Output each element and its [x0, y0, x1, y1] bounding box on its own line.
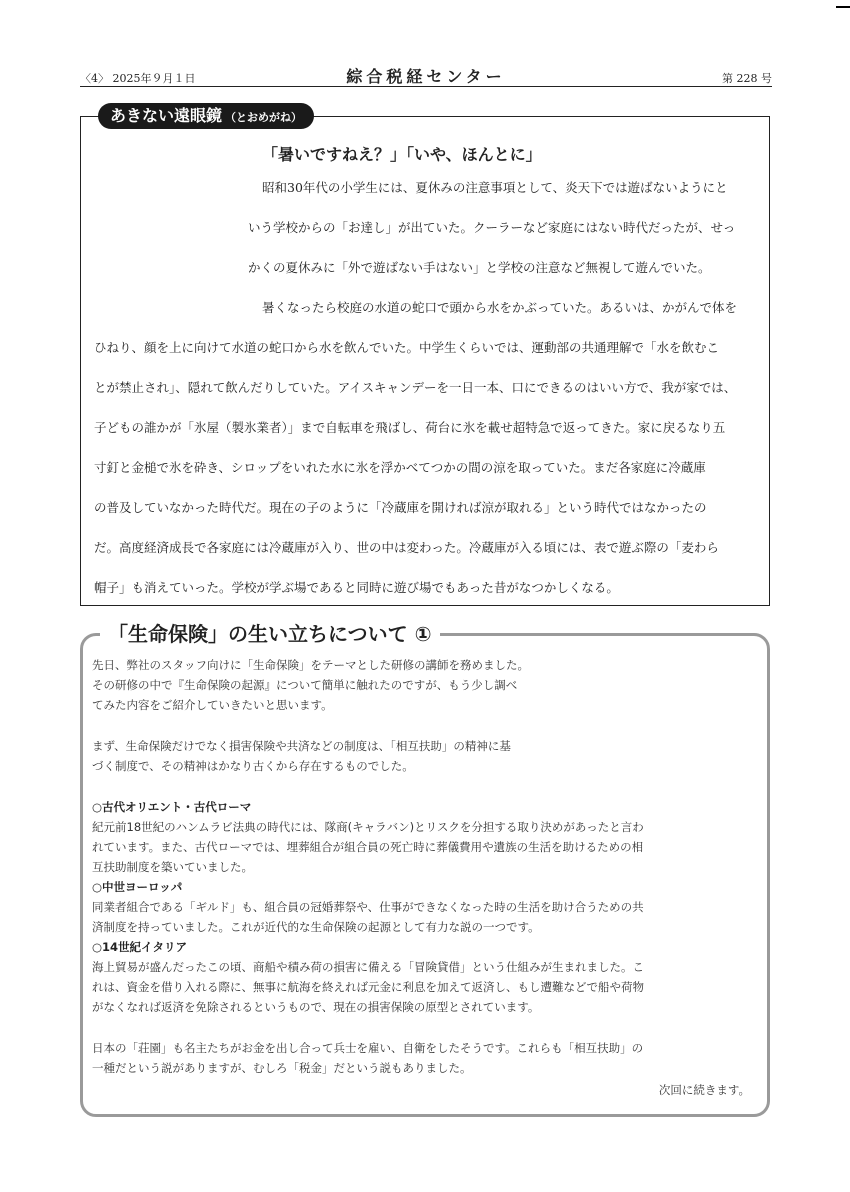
column-heading: 「暑いですねえ？」「いや、ほんとに」 — [262, 145, 542, 164]
article-line: まず、生命保険だけでなく損害保険や共済などの制度は、「相互扶助」の精神に基 — [92, 739, 511, 753]
section-heading-medieval: ○中世ヨーロッパ — [92, 880, 183, 894]
column-line: 寸釘と金槌で氷を砕き、シロップをいれた水に氷を浮かべてつかの間の涼を取っていた。まだ各家庭に冷蔵庫 — [94, 460, 706, 475]
column-line: 子どもの誰かが「氷屋（製氷業者）」まで自転車を飛ばし、荷台に氷を載せ超特急で返ってきた。家に戻るなり五 — [94, 420, 726, 435]
article-line: 海上貿易が盛んだったこの頃、商船や積み荷の損害に備える「冒険貸借」という仕組みが生まれました。こ — [92, 960, 644, 974]
section-heading-ancient: ○古代オリエント・古代ローマ — [92, 800, 252, 814]
article-line: 紀元前18世紀のハンムラビ法典の時代には、隊商(キャラバン)とリスクを分担する取り決めがあったと言わ — [92, 820, 644, 834]
continued-note: 次回に続きます。 — [658, 1083, 750, 1097]
column-line: 暑くなったら校庭の水道の蛇口で頭から水をかぶっていた。あるいは、かがんで体を — [262, 300, 738, 315]
article-line: づく制度で、その精神はかなり古くから存在するものでした。 — [92, 759, 414, 773]
column-line: いう学校からの「お達し」が出ていた。クーラーなど家庭にはない時代だったが、せっ — [248, 220, 736, 235]
page-header — [80, 64, 772, 87]
newsletter-title: 綜合税経センター — [346, 67, 506, 86]
article-line: れています。また、古代ローマでは、埋葬組合が組合員の死亡時に葬儀費用や遺族の生活を助けるための相 — [92, 840, 644, 854]
article-line: がなくなれば返済を免除されるというもので、現在の損害保険の原型とされています。 — [92, 1000, 540, 1014]
issue-number: 第 228 号 — [722, 72, 772, 85]
column-line: だ。高度経済成長で各家庭には冷蔵庫が入り、世の中は変わった。冷蔵庫が入る頃には、表で遊ぶ際の「麦わら — [94, 540, 719, 555]
article-line: 済制度を持っていました。これが近代的な生命保険の起源として有力な説の一つです。 — [92, 920, 540, 934]
article-line: れは、資金を借り入れる際に、無事に航海を終えれば元金に利息を加えて返済し、もし遭難などで船や荷物 — [92, 980, 644, 994]
column-line: 帽子」も消えていった。学校が学ぶ場であると同時に遊び場でもあった昔がなつかしくなる。 — [94, 580, 619, 595]
article-line: 日本の「荘園」も名主たちがお金を出し合って兵士を雇い、自衛をしたそうです。これらも「相互扶助」の — [92, 1041, 644, 1055]
column-tab — [98, 103, 314, 129]
issue-date: 〈4〉 2025年９月１日 — [80, 72, 196, 85]
column-line: とが禁止され」、隠れて飲んだりしていた。アイスキャンデーを一日一本、口にできるのはいい方で、我が家では、 — [94, 380, 737, 395]
column-line: 昭和30年代の小学生には、夏休みの注意事項として、炎天下では遊ばないようにと — [262, 180, 728, 195]
section-heading-italy: ○14世紀イタリア — [92, 940, 188, 954]
column-tab-reading: （とおめがね） — [225, 111, 303, 124]
article-title: 「生命保険」の生い立ちについて ① — [100, 618, 440, 647]
column-line: の普及していなかった時代だ。現在の子のように「冷蔵庫を開ければ涼が取れる」という時代ではなかったの — [94, 500, 707, 515]
column-tab-title: あきない遠眼鏡 — [110, 106, 223, 125]
article-line: 先日、弊社のスタッフ向けに「生命保険」をテーマとした研修の講師を務めました。 — [92, 658, 529, 672]
article-line: てみた内容をご紹介していきたいと思います。 — [92, 698, 333, 712]
article-line: 一種だという説がありますが、むしろ「税金」だという説もありました。 — [92, 1061, 472, 1075]
column-line: ひねり、顔を上に向けて水道の蛇口から水を飲んでいた。中学生くらいでは、運動部の共通理解で「水を飲むこ — [94, 340, 720, 355]
article-line: 互扶助制度を築いていました。 — [92, 860, 253, 874]
corner-mark — [836, 0, 850, 8]
column-line: かくの夏休みに「外で遊ばない手はない」と学校の注意など無視して遊んでいた。 — [248, 260, 711, 275]
article-line: その研修の中で『生命保険の起源』について簡単に触れたのですが、もう少し調べ — [92, 678, 518, 692]
article-line: 同業者組合である「ギルド」も、組合員の冠婚葬祭や、仕事ができなくなった時の生活を助け合うための共 — [92, 900, 644, 914]
